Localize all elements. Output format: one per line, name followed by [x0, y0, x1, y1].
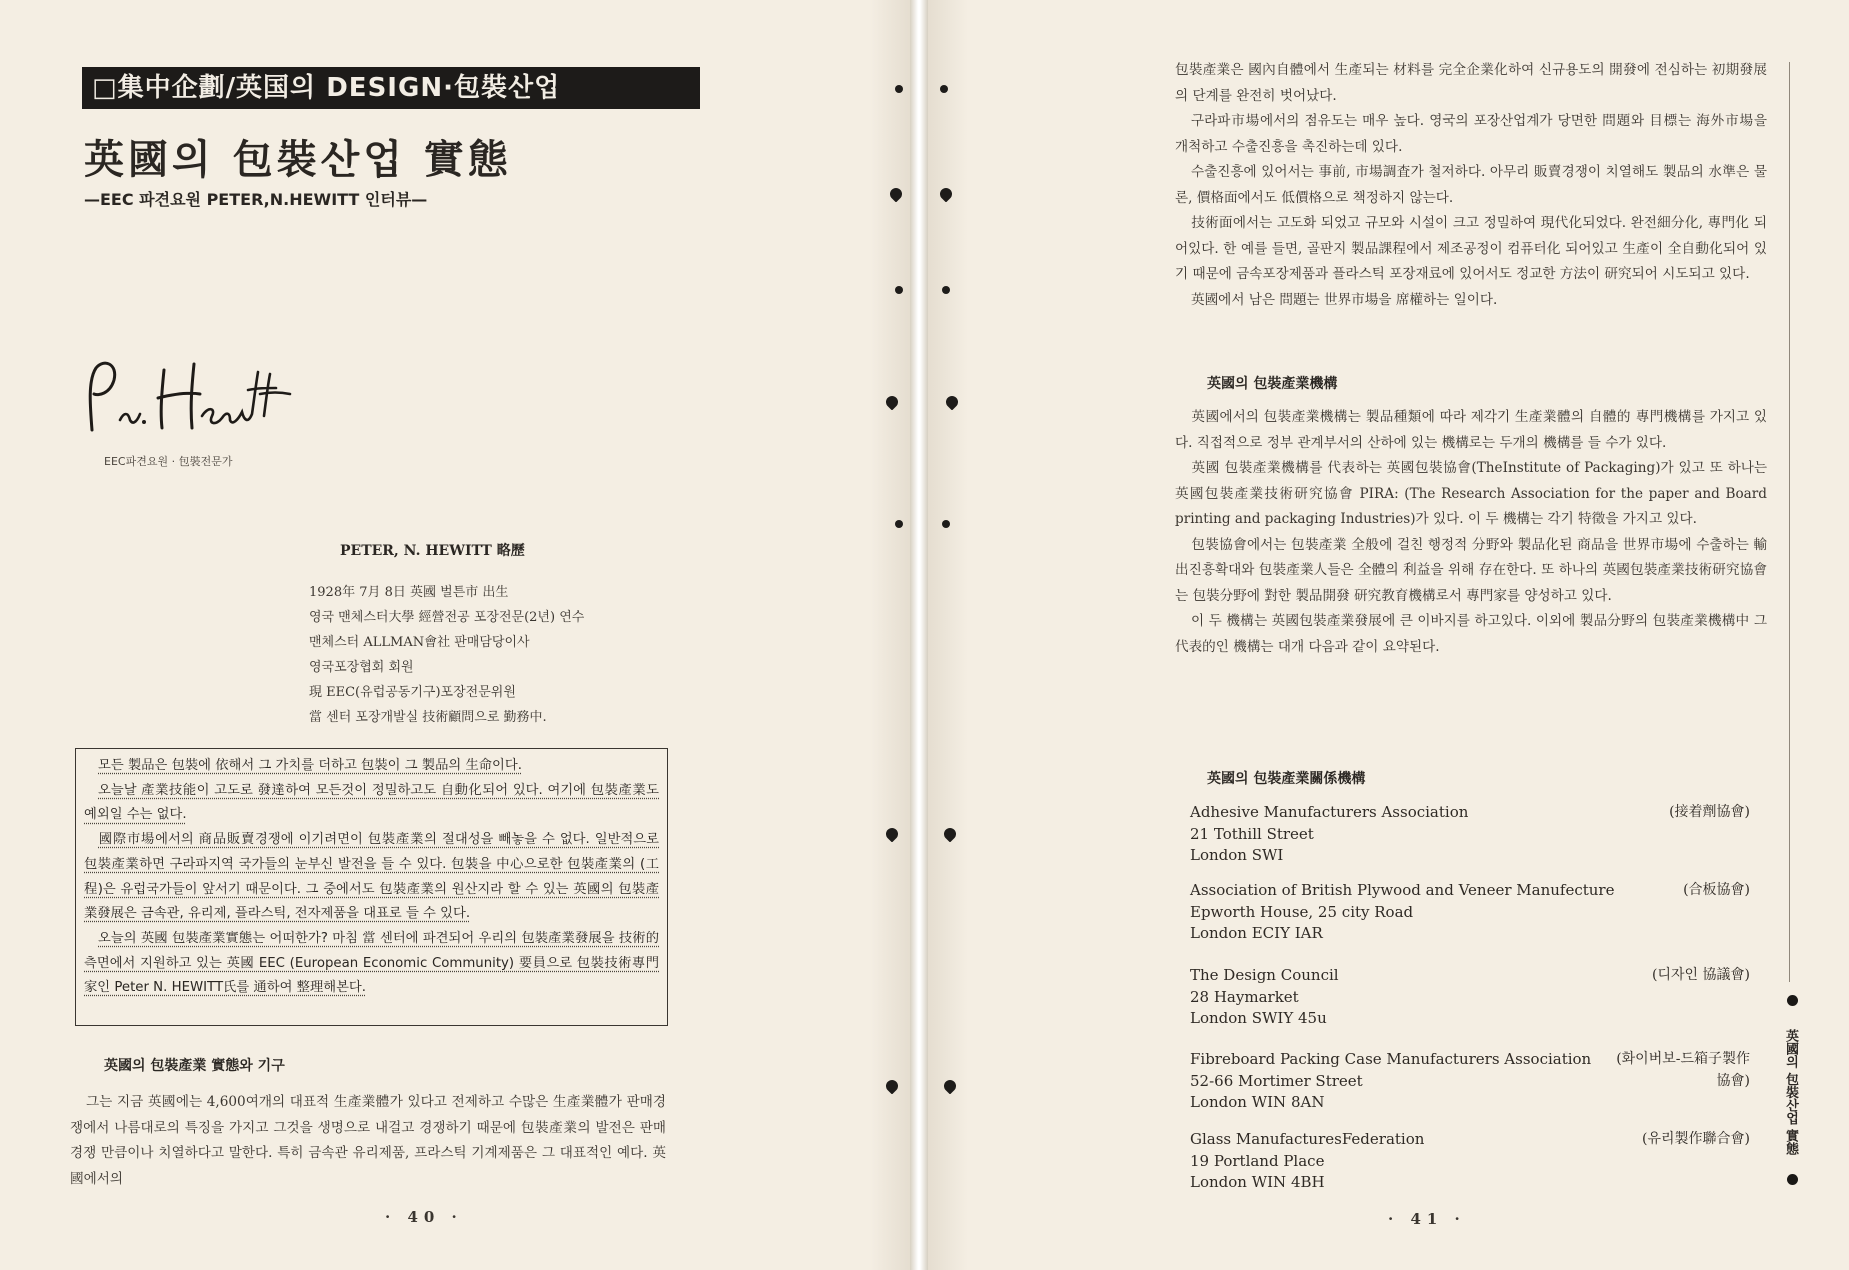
- punch-hole: [895, 286, 903, 294]
- org-city: London WIN 8AN: [1190, 1093, 1325, 1111]
- org-name: Fibreboard Packing Case Manufacturers Association: [1190, 1050, 1592, 1068]
- organization-entry: [1190, 802, 1750, 867]
- bullet-dot: [1787, 1174, 1798, 1185]
- organization-entry: [1190, 965, 1750, 1030]
- org-address: 28 Haymarket: [1190, 987, 1299, 1006]
- org-name: The Design Council: [1190, 966, 1339, 984]
- intro-paragraph: 오늘날 產業技能이 고도로 發達하여 모든것이 정밀하고도 自動化되어 있다. 여기에 包裝產業도 예외일 수는 없다.: [84, 782, 659, 823]
- org-city: London ECIY IAR: [1190, 924, 1323, 942]
- section-heading: 英國의 包裝產業關係機構: [1207, 771, 1366, 787]
- section1-text-block: [1175, 405, 1767, 660]
- body-paragraph: 包裝協會에서는 包裝產業 全般에 걸친 행정적 分野와 製品化된 商品을 世界市場에 수출하는 輸出진흥확대와 包裝產業人들은 全體의 利益을 위해 存在한다. 또 하나의 英國包裝產業技術研究協會는 包裝分野에 對한 製品開發 研究教育機構로서 專門家를 양성하고 있다.: [1175, 536, 1767, 604]
- punch-hole: [895, 520, 903, 528]
- org-korean-name: (接着劑協會): [1669, 804, 1750, 820]
- organization-entry: [1190, 1129, 1750, 1194]
- body-paragraph: 구라파市場에서의 점유도는 매우 높다. 영국의 포장산업계가 당면한 問題와 目標는 海外市場을 개척하고 수출진흥을 촉진하는데 있다.: [1175, 113, 1767, 155]
- punch-hole: [895, 85, 903, 93]
- org-address: 52-66 Mortimer Street: [1190, 1071, 1363, 1090]
- punch-hole: [942, 286, 950, 294]
- body-paragraph: 技術面에서는 고도화 되었고 규모와 시설이 크고 정밀하여 現代化되었다. 완전細分化, 專門化 되어있다. 한 예를 들면, 골판지 製品課程에서 제조공정이 컴퓨터化 되어있고 生產이 全自動化되어 있기 때문에 금속포장제품과 플라스틱 포장재료에 있어서도 정교한 方法이 研究되어 시도되고 있다.: [1175, 215, 1767, 282]
- margin-rule: [1789, 62, 1790, 982]
- intro-paragraph: 모든 製品은 包裝에 依해서 그 가치를 더하고 包裝이 그 製品의 生命이다.: [98, 758, 522, 773]
- org-name: Adhesive Manufacturers Association: [1190, 803, 1469, 821]
- org-korean-name: (유리製作聯合會): [1642, 1131, 1750, 1147]
- bio-item: 영국포장협회 회원: [309, 660, 414, 675]
- bio-item: 當 센터 포장개발실 技術顧問으로 勤務中.: [309, 710, 547, 725]
- section-banner: □集中企劃/英国의 DESIGN·包裝산업: [82, 67, 700, 109]
- page-number: · 40 ·: [385, 1208, 463, 1226]
- body-paragraph: 이 두 機構는 英國包裝產業發展에 큰 이바지를 하고있다. 이외에 製品分野의 包裝產業機構中 그 代表的인 機構는 대개 다음과 같이 요약된다.: [1175, 613, 1767, 655]
- intro-paragraph: 오늘의 英國 包裝產業實態는 어떠한가? 마침 當 센터에 파견되어 우리의 包裝產業發展을 技術的 측면에서 지원하고 있는 英國 EEC (European Economic Community) 要員으로 包裝技術專門家인 Peter N. HEWITT氏를 通하여 整理해본다.: [84, 930, 659, 996]
- page-number: · 41 ·: [1388, 1210, 1466, 1228]
- body-paragraph: 英國에서 남은 問題는 世界市場을 席權하는 일이다.: [1191, 291, 1498, 308]
- org-city: London SWIY 45u: [1190, 1009, 1327, 1027]
- bio-item: 1928年 7月 8日 英國 벌튼市 出生: [309, 585, 509, 600]
- organization-entry: [1190, 880, 1750, 945]
- org-name: Association of British Plywood and Veneer Manufecture: [1190, 881, 1615, 899]
- bio-item: 現 EEC(유럽공동기구)포장전문위원: [309, 685, 516, 700]
- org-name: Glass ManufacturesFederation: [1190, 1130, 1425, 1148]
- page-subtitle: —EEC 파견요원 PETER,N.HEWITT 인터뷰—: [84, 190, 428, 209]
- intro-paragraph: 國際市場에서의 商品販賣경쟁에 이기려면이 包裝產業의 절대성을 빼놓을 수 없다. 일반적으로 包裝產業하면 구라파지역 국가들의 눈부신 발전을 들 수 있다. 包裝을 中心으로한 包裝產業의 (工程)은 유럽국가들이 앞서기 때문이다. 그 중에서도 包裝產業의 원산지라 할 수 있는 英國의 包裝產業發展은 금속관, 유리제, 플라스틱, 전자제품을 대표로 들 수 있다.: [84, 832, 659, 922]
- body-paragraph: 英國에서의 包裝產業機構는 製品種類에 따라 제각기 生產業體의 自體的 專門機構를 가지고 있다. 직접적으로 정부 관계부서의 산하에 있는 機構로는 두개의 機構를 들 수가 있다.: [1175, 409, 1767, 451]
- bio-heading: PETER, N. HEWITT 略歷: [340, 543, 525, 559]
- org-address: 19 Portland Place: [1190, 1151, 1325, 1170]
- body-paragraph: 包裝產業은 國內自體에서 生產되는 材料를 完全企業化하여 신규용도의 開發에 전심하는 初期發展의 단계를 완전히 벗어났다.: [1175, 62, 1767, 104]
- org-korean-name: (화이버보-드箱子製作協會): [1616, 1051, 1750, 1089]
- org-korean-name: (合板協會): [1683, 882, 1750, 898]
- organization-entry: [1190, 1049, 1750, 1114]
- org-city: London WIN 4BH: [1190, 1173, 1325, 1191]
- book-gutter: [910, 0, 928, 1270]
- bullet-dot: [1787, 995, 1798, 1006]
- org-address: 21 Tothill Street: [1190, 824, 1314, 843]
- bio-list: [309, 580, 584, 730]
- section-heading: 英國의 包裝產業 實態와 기구: [104, 1058, 285, 1074]
- side-running-title: 英國의 包裝산업 實態: [1783, 1028, 1798, 1156]
- intro-box: [75, 748, 668, 1026]
- intro-text-block: [1175, 58, 1767, 313]
- body-paragraph: 그는 지금 英國에는 4,600여개의 대표적 生產業體가 있다고 전제하고 수많은 生產業體가 판매경쟁에서 나름대로의 특징을 가지고 그것을 생명으로 내걸고 경쟁하기 때문에 包裝產業의 발전은 판매경쟁 만큼이나 치열하다고 말한다. 특히 금속관 유리제품, 프라스틱 기계제품은 그 대표적인 예다. 英國에서의: [70, 1094, 666, 1187]
- org-city: London SWI: [1190, 846, 1284, 864]
- punch-hole: [940, 85, 948, 93]
- bio-item: 맨체스터 ALLMAN會社 판매담당이사: [309, 635, 530, 650]
- body-paragraph: 수출진흥에 있어서는 事前, 市場調査가 철저하다. 아무리 販賣경쟁이 치열해도 製品의 水準은 물론, 價格面에서도 低價格으로 책정하지 않는다.: [1175, 164, 1767, 206]
- org-korean-name: (디자인 協議會): [1652, 967, 1750, 983]
- body-paragraph: 英國 包裝產業機構를 代表하는 英國包裝協會(TheInstitute of Packaging)가 있고 또 하나는 英國包裝產業技術研究協會 PIRA: (The Research Association for the paper and Board printing and packaging Industries)가 있다. 이 두 機構는 각기 特徵을 가지고 있다.: [1175, 460, 1767, 527]
- signature-caption: EEC파견요원 · 包裝전문가: [104, 455, 233, 468]
- signature-image: [84, 350, 294, 445]
- bio-item: 영국 맨체스터大學 經營전공 포장전문(2년) 연수: [309, 610, 585, 625]
- org-address: Epworth House, 25 city Road: [1190, 902, 1414, 921]
- section-heading: 英國의 包裝產業機構: [1207, 376, 1338, 392]
- punch-hole: [942, 520, 950, 528]
- page-title: 英國의 包裝산업 實態: [84, 136, 512, 183]
